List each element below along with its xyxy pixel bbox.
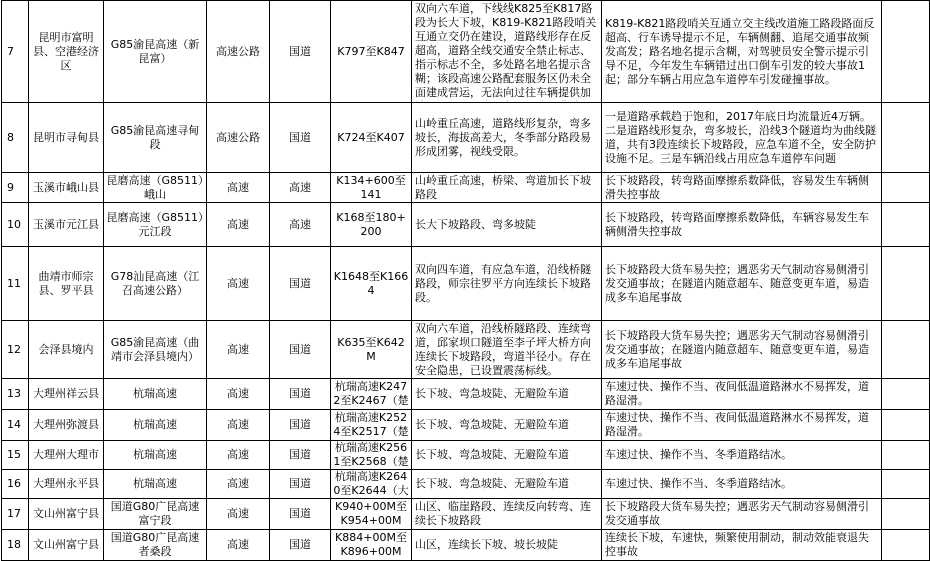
road-name-cell — [104, 470, 207, 499]
road-level-cell-text: 国道 — [289, 477, 311, 490]
row-number-text: 8 — [7, 130, 14, 144]
table-row — [2, 173, 930, 203]
area-cell — [29, 410, 104, 441]
row-number — [2, 410, 29, 441]
row-number-text: 15 — [7, 448, 21, 461]
road-type-cell — [207, 1, 270, 103]
area-cell-text: 文山州富宁县 — [33, 507, 99, 520]
table-row — [2, 441, 930, 470]
row-number-text: 12 — [7, 342, 21, 356]
road-type-cell-text: 高速 — [227, 448, 249, 461]
empty-cell — [882, 530, 930, 561]
empty-cell — [882, 103, 930, 173]
row-number — [2, 203, 29, 247]
stake-range-cell — [331, 410, 412, 441]
road-level-cell — [270, 530, 331, 561]
road-condition-cell — [412, 247, 602, 321]
empty-cell — [882, 470, 930, 499]
accident-risk-cell — [602, 103, 882, 173]
area-cell — [29, 499, 104, 530]
road-condition-cell-text: 长下坡、弯急坡陡、无避险车道 — [415, 448, 569, 461]
road-condition-cell-text: 长下坡、弯急坡陡、无避险车道 — [415, 387, 569, 400]
road-type-cell-text: 高速 — [227, 180, 249, 194]
accident-risk-cell — [602, 499, 882, 530]
road-type-cell — [207, 103, 270, 173]
accident-risk-cell-text: K819-K821路段哨关互通立交主线改道施工路段路面反超高、行车诱导提示不足，车辆侧翻、追尾交通事故频发高发；路名地名提示含糊，对驾驶员安全警示提示引导不足，今年发生车辆错过出口倒车引发的较大事故1起；部分车辆占用应急车道停车引发碰撞事故。 — [605, 16, 875, 86]
area-cell — [29, 103, 104, 173]
road-level-cell — [270, 410, 331, 441]
road-level-cell — [270, 499, 331, 530]
accident-risk-cell — [602, 410, 882, 441]
area-cell-text: 大理州大理市 — [33, 448, 99, 461]
road-level-cell-text: 国道 — [289, 448, 311, 461]
hazard-road-table — [1, 0, 930, 561]
road-type-cell — [207, 470, 270, 499]
road-type-cell-text: 高速 — [227, 276, 249, 290]
road-name-cell — [104, 203, 207, 247]
road-condition-cell — [412, 410, 602, 441]
road-condition-cell — [412, 321, 602, 379]
road-type-cell-text: 高速 — [227, 342, 249, 356]
empty-cell — [882, 499, 930, 530]
stake-range-cell — [331, 470, 412, 499]
road-type-cell-text: 高速 — [227, 387, 249, 400]
accident-risk-cell-text: 长下坡路段，转弯路面摩擦系数降低，容易发生车辆侧滑失控事故 — [605, 174, 869, 201]
road-condition-cell — [412, 203, 602, 247]
accident-risk-cell-text: 车速过快、操作不当、冬季道路结冰。 — [605, 477, 792, 490]
table-row — [2, 1, 930, 103]
road-type-cell — [207, 410, 270, 441]
road-type-cell — [207, 379, 270, 410]
road-name-cell — [104, 321, 207, 379]
road-level-cell — [270, 203, 331, 247]
road-condition-cell-text: 双向四车道，有应急车道，沿线桥隧路段，师宗往罗平方向连续长下坡路段。 — [415, 262, 591, 304]
table-row — [2, 530, 930, 561]
road-level-cell-text: 国道 — [289, 130, 311, 144]
road-level-cell — [270, 441, 331, 470]
area-cell-text: 大理州弥渡县 — [33, 418, 99, 431]
area-cell-text: 曲靖市师宗县、罗平县 — [38, 269, 94, 297]
road-level-cell — [270, 247, 331, 321]
area-cell-text: 昆明市寻甸县 — [33, 130, 99, 144]
area-cell — [29, 530, 104, 561]
road-level-cell-text: 高速 — [289, 180, 311, 194]
accident-risk-cell — [602, 173, 882, 203]
accident-risk-cell — [602, 441, 882, 470]
road-level-cell-text: 高速 — [289, 217, 311, 231]
accident-risk-cell-text: 长下坡路段，转弯路面摩擦系数降低，车辆容易发生车辆侧滑失控事故 — [605, 210, 869, 238]
road-level-cell-text: 国道 — [289, 276, 311, 290]
accident-risk-cell — [602, 530, 882, 561]
road-type-cell-text: 高速公路 — [216, 44, 260, 58]
road-level-cell-text: 国道 — [289, 418, 311, 431]
accident-risk-cell — [602, 379, 882, 410]
accident-risk-cell-text: 一是道路承载趋于饱和，2017年底日均流量近4万辆。二是道路线形复杂，弯多坡长，沿线3个隧道均为曲线隧道，共有3段连续长下坡路段，应急车道不全，安全防护设施不足。三是车辆沿线占用应急车道停车问题 — [605, 109, 876, 165]
road-type-cell — [207, 499, 270, 530]
table-row — [2, 410, 930, 441]
stake-range-cell — [331, 173, 412, 203]
road-condition-cell-text: 长大下坡路段、弯多坡陡 — [415, 217, 536, 231]
road-condition-cell — [412, 499, 602, 530]
road-type-cell-text: 高速 — [227, 477, 249, 490]
table-row — [2, 470, 930, 499]
row-number-text: 17 — [7, 507, 21, 520]
road-type-cell — [207, 173, 270, 203]
stake-range-cell-text: K635至K642M — [337, 335, 405, 363]
road-condition-cell-text: 山区、临崖路段、连续反向转弯、连续长下坡路段 — [415, 500, 591, 527]
stake-range-cell — [331, 499, 412, 530]
row-number — [2, 103, 29, 173]
road-condition-cell-text: 山岭重丘高速，道路线形复杂，弯多坡长，海拔高差大，冬季部分路段易形成团雾，视线受限。 — [415, 116, 591, 158]
stake-range-cell-text: 杭瑞高速K2640至K2644（大 — [333, 470, 409, 497]
road-type-cell-text: 高速公路 — [216, 130, 260, 144]
accident-risk-cell-text: 车速过快、操作不当、冬季道路结冰。 — [605, 448, 792, 461]
row-number-text: 7 — [7, 44, 14, 58]
road-level-cell-text: 国道 — [289, 538, 311, 551]
empty-cell — [882, 247, 930, 321]
stake-range-cell-text: 杭瑞高速K2472至K2467（楚 — [333, 380, 409, 407]
table-row — [2, 103, 930, 173]
stake-range-cell-text: K168至180+200 — [336, 210, 406, 238]
stake-range-cell-text: 杭瑞高速K2561至K2568（楚 — [333, 441, 409, 468]
stake-range-cell-text: K797至K847 — [337, 44, 405, 58]
road-name-cell-text: G78汕昆高速（江召高速公路） — [110, 269, 200, 297]
road-level-cell — [270, 321, 331, 379]
stake-range-cell — [331, 379, 412, 410]
stake-range-cell-text: 杭瑞高速K2524至K2517（楚 — [333, 411, 409, 438]
road-type-cell-text: 高速 — [227, 538, 249, 551]
area-cell — [29, 441, 104, 470]
row-number-text: 14 — [7, 418, 21, 431]
area-cell-text: 昆明市富明县、空港经济区 — [33, 30, 99, 72]
road-type-cell — [207, 203, 270, 247]
stake-range-cell — [331, 441, 412, 470]
road-condition-cell — [412, 530, 602, 561]
stake-range-cell — [331, 1, 412, 103]
road-level-cell — [270, 1, 331, 103]
road-condition-cell — [412, 1, 602, 103]
stake-range-cell-text: K724至K407 — [337, 130, 405, 144]
accident-risk-cell — [602, 203, 882, 247]
road-name-cell-text: 昆磨高速（G8511）峨山 — [106, 174, 204, 201]
row-number-text: 9 — [7, 180, 14, 194]
road-condition-cell-text: 长下坡、弯急坡陡、无避险车道 — [415, 418, 569, 431]
road-name-cell-text: G85渝昆高速（新昆富） — [110, 37, 200, 65]
row-number — [2, 247, 29, 321]
road-name-cell — [104, 530, 207, 561]
area-cell — [29, 173, 104, 203]
road-condition-cell-text: 山区，连续长下坡、坡长坡陡 — [415, 538, 558, 551]
road-name-cell-text: G85渝昆高速寻甸段 — [110, 123, 200, 151]
accident-risk-cell-text: 车速过快、操作不当、夜间低温道路淋水不易挥发，道路湿滑。 — [605, 380, 869, 407]
area-cell-text: 玉溪市峨山县 — [33, 180, 99, 194]
road-name-cell — [104, 103, 207, 173]
row-number-text: 18 — [7, 538, 21, 551]
stake-range-cell — [331, 103, 412, 173]
road-name-cell — [104, 247, 207, 321]
table-row — [2, 321, 930, 379]
road-name-cell — [104, 1, 207, 103]
empty-cell — [882, 441, 930, 470]
stake-range-cell-text: K1648至K1664 — [333, 269, 409, 297]
road-level-cell — [270, 379, 331, 410]
road-name-cell-text: 国道G80广昆高速富宁段 — [110, 500, 200, 527]
road-level-cell-text: 国道 — [289, 387, 311, 400]
row-number — [2, 173, 29, 203]
accident-risk-cell-text: 长下坡路段大货车易失控；遇恶劣天气制动容易侧滑引发交通事故；在隧道内随意超车、随意变更车道，易造成多车追尾事故 — [605, 328, 869, 370]
row-number-text: 16 — [7, 477, 21, 490]
road-condition-cell — [412, 441, 602, 470]
road-condition-cell-text: 长下坡、弯急坡陡、无避险车道 — [415, 477, 569, 490]
row-number-text: 10 — [7, 217, 21, 231]
road-name-cell — [104, 410, 207, 441]
road-level-cell — [270, 173, 331, 203]
road-condition-cell — [412, 173, 602, 203]
road-condition-cell-text: 双向六车道，沿线桥隧路段、连续弯道，邱家坝口隧道至李子坪大桥方向连续长下坡路段，弯道半径小。存在安全隐患，已设置震荡标线。 — [415, 322, 591, 377]
road-type-cell — [207, 530, 270, 561]
area-cell — [29, 203, 104, 247]
accident-risk-cell — [602, 321, 882, 379]
empty-cell — [882, 173, 930, 203]
road-condition-cell — [412, 103, 602, 173]
road-name-cell-text: 杭瑞高速 — [133, 448, 177, 461]
row-number-text: 13 — [7, 387, 21, 400]
row-number — [2, 499, 29, 530]
area-cell-text: 大理州祥云县 — [33, 387, 99, 400]
stake-range-cell-text: K134+600至141 — [336, 174, 406, 201]
area-cell — [29, 247, 104, 321]
empty-cell — [882, 1, 930, 103]
row-number — [2, 321, 29, 379]
stake-range-cell — [331, 321, 412, 379]
road-name-cell-text: 杭瑞高速 — [133, 387, 177, 400]
area-cell — [29, 1, 104, 103]
area-cell-text: 会泽县境内 — [38, 342, 94, 356]
road-condition-cell — [412, 470, 602, 499]
road-name-cell-text: 杭瑞高速 — [133, 477, 177, 490]
road-name-cell-text: G85渝昆高速（曲靖市会泽县境内） — [110, 335, 200, 363]
area-cell-text: 文山州富宁县 — [33, 538, 99, 551]
accident-risk-cell — [602, 470, 882, 499]
stake-range-cell — [331, 247, 412, 321]
accident-risk-cell-text: 车速过快、操作不当、夜间低温道路淋水不易挥发，道路湿滑。 — [605, 411, 869, 438]
road-name-cell — [104, 441, 207, 470]
empty-cell — [882, 379, 930, 410]
row-number — [2, 470, 29, 499]
road-name-cell — [104, 499, 207, 530]
road-type-cell — [207, 321, 270, 379]
road-name-cell-text: 昆磨高速（G8511）元江段 — [106, 210, 204, 238]
table-row — [2, 379, 930, 410]
road-condition-cell-text: 双向六车道，下线线K825至K817路段为长大下坡，K819-K821路段哨关互通立交仍在建设，道路线形存在反超高，道路全线交通安全禁止标志、指示标志不全，多处路名地名提示含糊；该段高速公路配套服务区仍未全面建成营运，无法向过往车辆提供加 — [415, 2, 597, 99]
accident-risk-cell — [602, 1, 882, 103]
row-number-text: 11 — [7, 276, 21, 290]
accident-risk-cell — [602, 247, 882, 321]
empty-cell — [882, 410, 930, 441]
road-type-cell-text: 高速 — [227, 507, 249, 520]
road-type-cell — [207, 441, 270, 470]
road-name-cell — [104, 173, 207, 203]
road-type-cell-text: 高速 — [227, 418, 249, 431]
road-level-cell-text: 国道 — [289, 507, 311, 520]
area-cell-text: 玉溪市元江县 — [33, 217, 99, 231]
road-condition-cell-text: 山岭重丘高速，桥梁、弯道加长下坡路段 — [415, 174, 591, 201]
stake-range-cell — [331, 203, 412, 247]
stake-range-cell-text: K940+00M至K954+00M — [335, 500, 407, 527]
road-level-cell — [270, 470, 331, 499]
road-name-cell-text: 杭瑞高速 — [133, 418, 177, 431]
empty-cell — [882, 321, 930, 379]
road-level-cell-text: 国道 — [289, 44, 311, 58]
row-number — [2, 1, 29, 103]
area-cell — [29, 321, 104, 379]
road-name-cell-text: 国道G80广昆高速者桑段 — [110, 531, 200, 558]
empty-cell — [882, 203, 930, 247]
row-number — [2, 379, 29, 410]
row-number — [2, 441, 29, 470]
table-row — [2, 203, 930, 247]
road-level-cell — [270, 103, 331, 173]
table-row — [2, 247, 930, 321]
accident-risk-cell-text: 连续长下坡，车速快，频繁使用制动，制动效能衰退失控事故 — [605, 531, 869, 558]
row-number — [2, 530, 29, 561]
stake-range-cell — [331, 530, 412, 561]
road-type-cell-text: 高速 — [227, 217, 249, 231]
area-cell-text: 大理州永平县 — [33, 477, 99, 490]
area-cell — [29, 379, 104, 410]
accident-risk-cell-text: 长下坡路段大货车易失控；遇恶劣天气制动容易侧滑引发交通事故 — [605, 500, 869, 527]
road-level-cell-text: 国道 — [289, 342, 311, 356]
table-row — [2, 499, 930, 530]
road-condition-cell — [412, 379, 602, 410]
accident-risk-cell-text: 长下坡路段大货车易失控；遇恶劣天气制动容易侧滑引发交通事故；在隧道内随意超车、随意变更车道，易造成多车追尾事故 — [605, 262, 869, 304]
area-cell — [29, 470, 104, 499]
road-type-cell — [207, 247, 270, 321]
road-name-cell — [104, 379, 207, 410]
stake-range-cell-text: K884+00M至K896+00M — [335, 531, 407, 558]
